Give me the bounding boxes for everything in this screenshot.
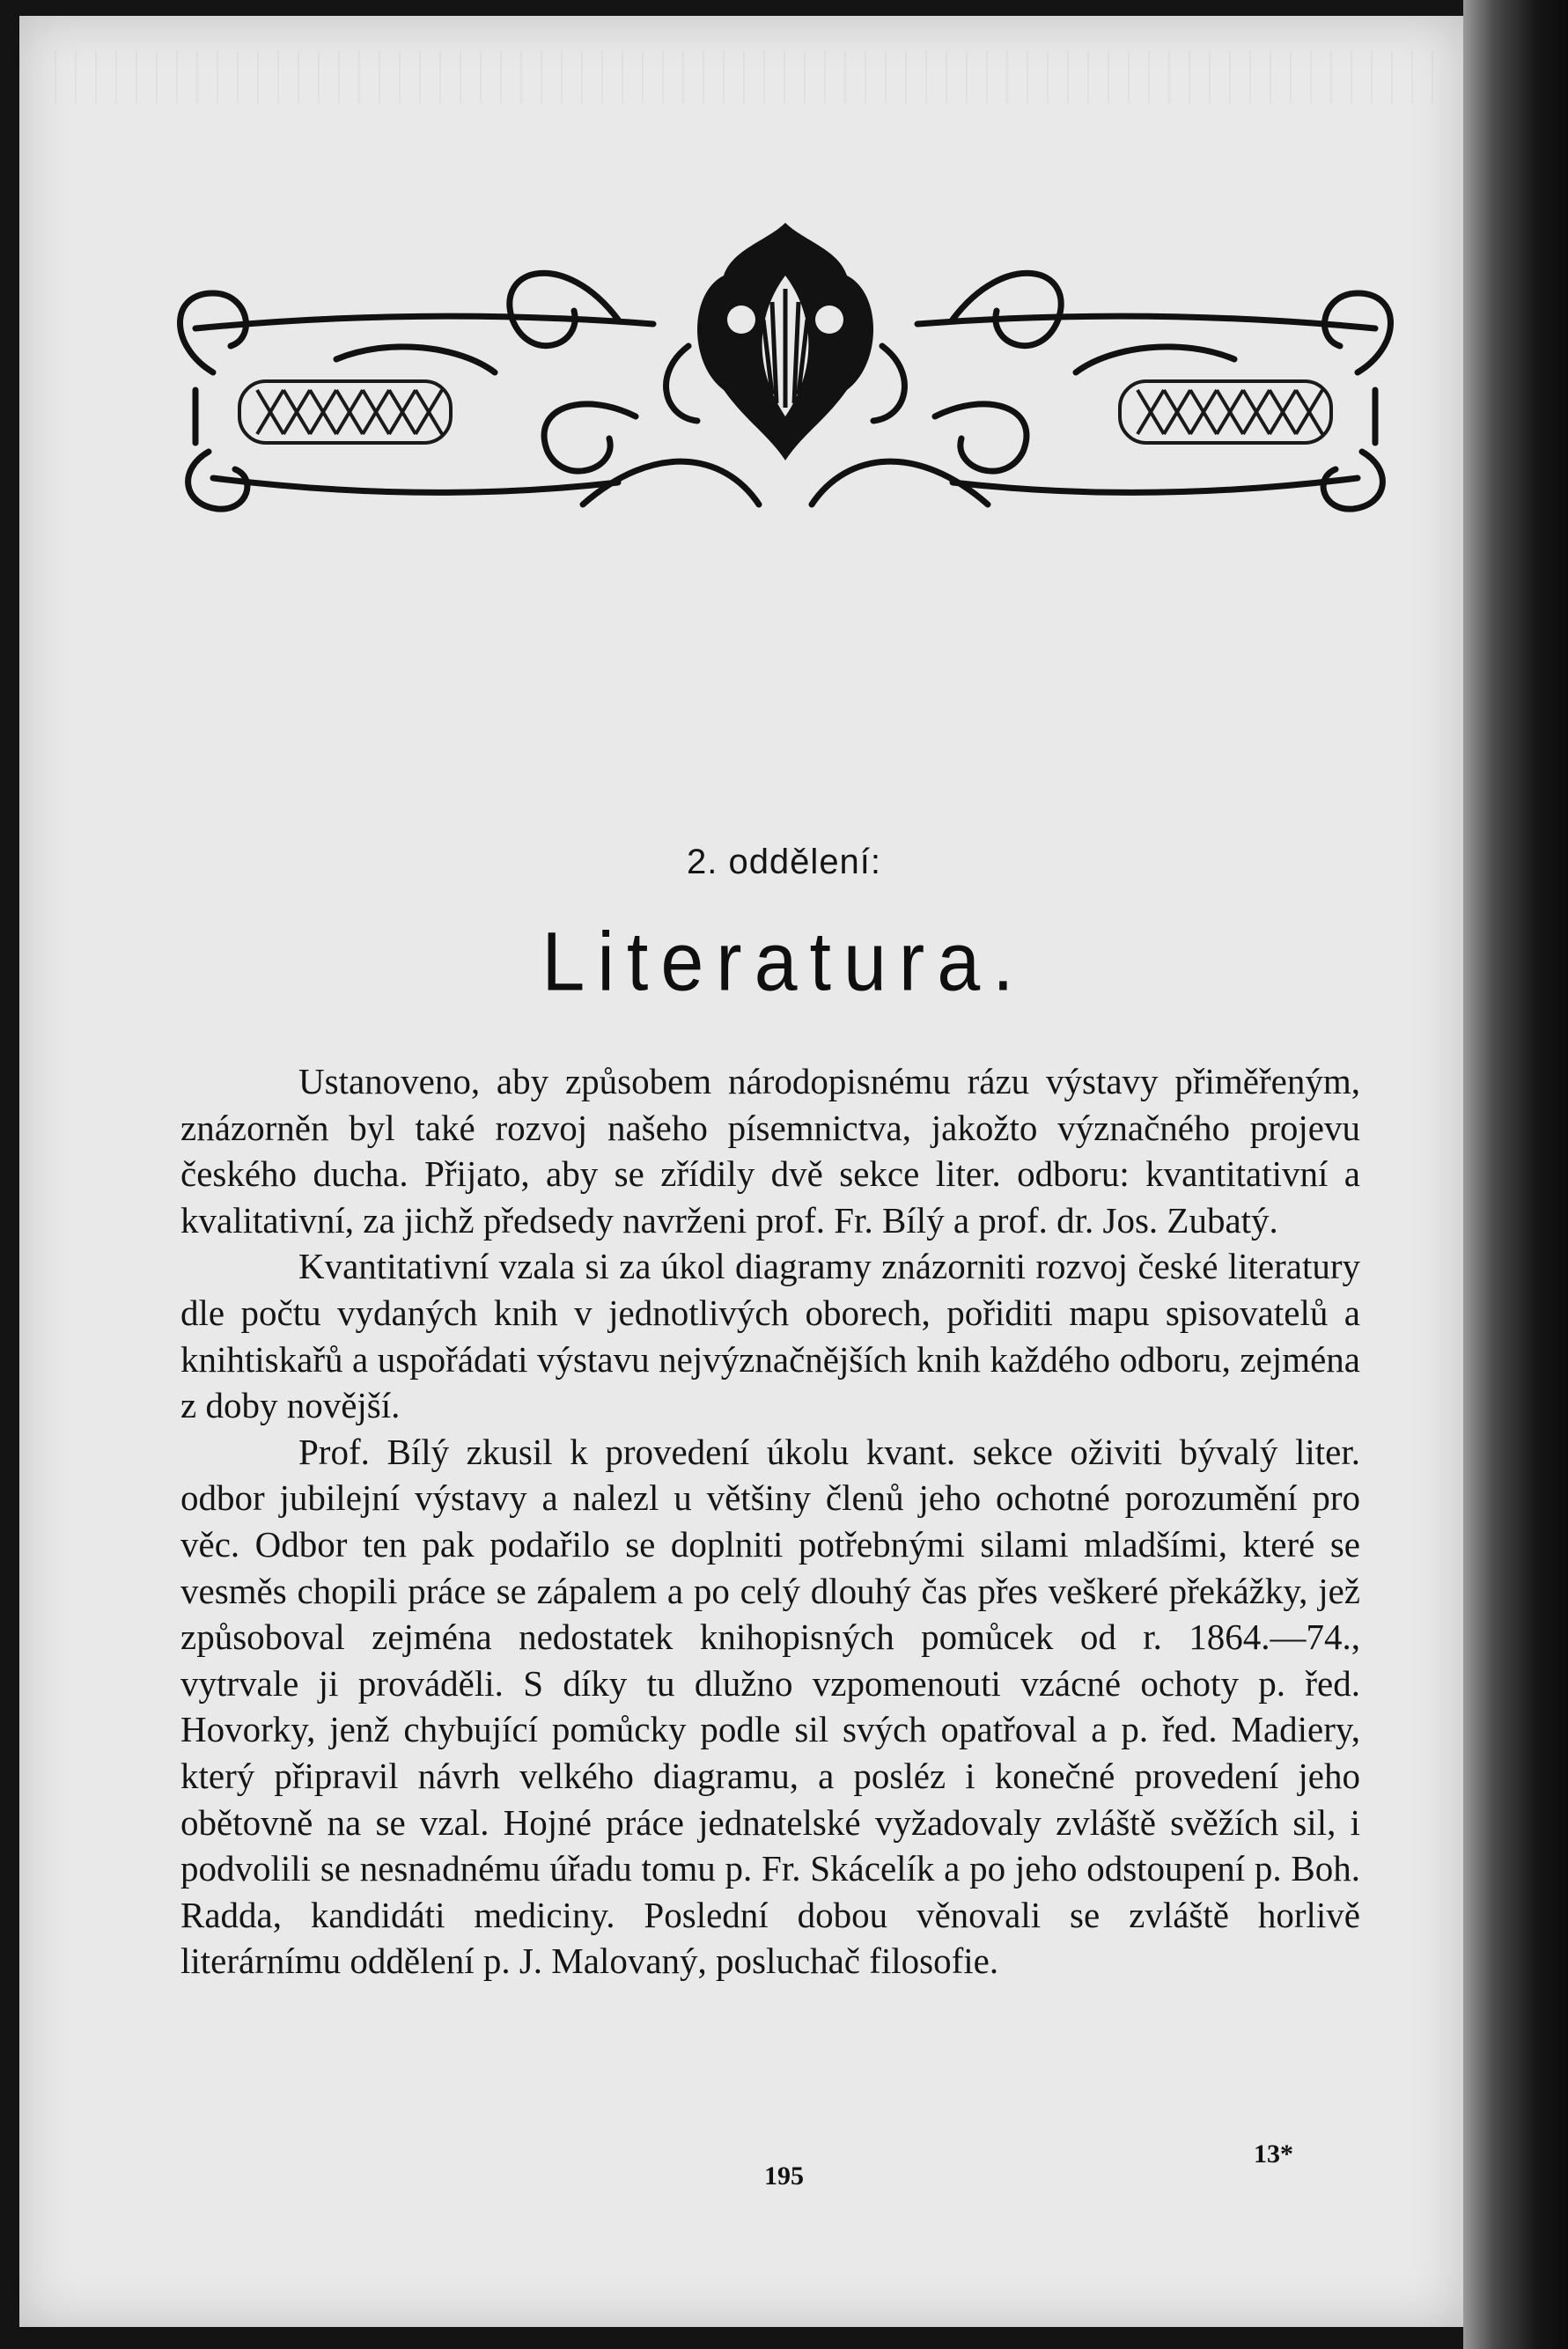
page-number: 195 <box>764 2161 804 2191</box>
ornamental-headpiece <box>160 214 1410 584</box>
paper-texture <box>55 51 1446 104</box>
paragraph-1: Ustanoveno, aby způsobem národopisnému rázu výstavy přiměřeným, znázorněn byl také rozvoj našeho písemnictva, jakožto význačného projevu českého ducha. Přijato, aby se zřídily dvě sekce liter. odboru: kvantitativní a kvalitativní, za jichž předsedy navrženi prof. Fr. Bílý a prof. dr. Jos. Zubatý. <box>180 1061 1360 1241</box>
page-edge-shadow <box>1463 0 1568 2349</box>
paragraph-3: Prof. Bílý zkusil k provedení úkolu kvant. sekce oživiti bývalý liter. odbor jubilejní výstavy a nalezl u většiny členů jeho ochotné porozumění pro věc. Odbor ten pak podařilo se doplniti potřebnými silami mladšími, které se vesměs chopili práce se zápalem a po celý dlouhý čas přes veškeré překážky, jež způsoboval zejména nedostatek knihopisných pomůcek od r. 1864.—74., vytrvale ji prováděli. S díky tu dlužno vzpomenouti vzácné ochoty p. řed. Hovorky, jenž chybující pomůcky podle sil svých opatřoval a p. řed. Madiery, který připravil návrh velkého diagramu, a posléz i konečné provedení jeho obětovně na se vzal. Hojné práce jednatelské vyžadovaly zvláště svěžích sil, i podvolili se nesnadnému úřadu tomu p. Fr. Skácelík a po jeho odstoupení p. Boh. Radda, kandidáti mediciny. Poslední dobou věnovali se zvláště horlivě literárnímu oddělení p. J. Malovaný, posluchač filosofie. <box>180 1431 1360 1982</box>
signature-mark: 13* <box>1254 2139 1293 2169</box>
body-text <box>180 1058 1360 1984</box>
paragraph-2: Kvantitativní vzala si za úkol diagramy znázorniti rozvoj české literatury dle počtu vydaných knih v jednotlivých oborech, pořiditi mapu spisovatelů a knihtiskařů a uspořádati výstavu nejvýznačnějších knih každého odboru, zejména z doby novější. <box>180 1246 1360 1426</box>
page-title: Literatura. <box>541 914 1027 1008</box>
section-label: 2. oddělení: <box>686 843 882 881</box>
book-page <box>19 16 1463 2327</box>
